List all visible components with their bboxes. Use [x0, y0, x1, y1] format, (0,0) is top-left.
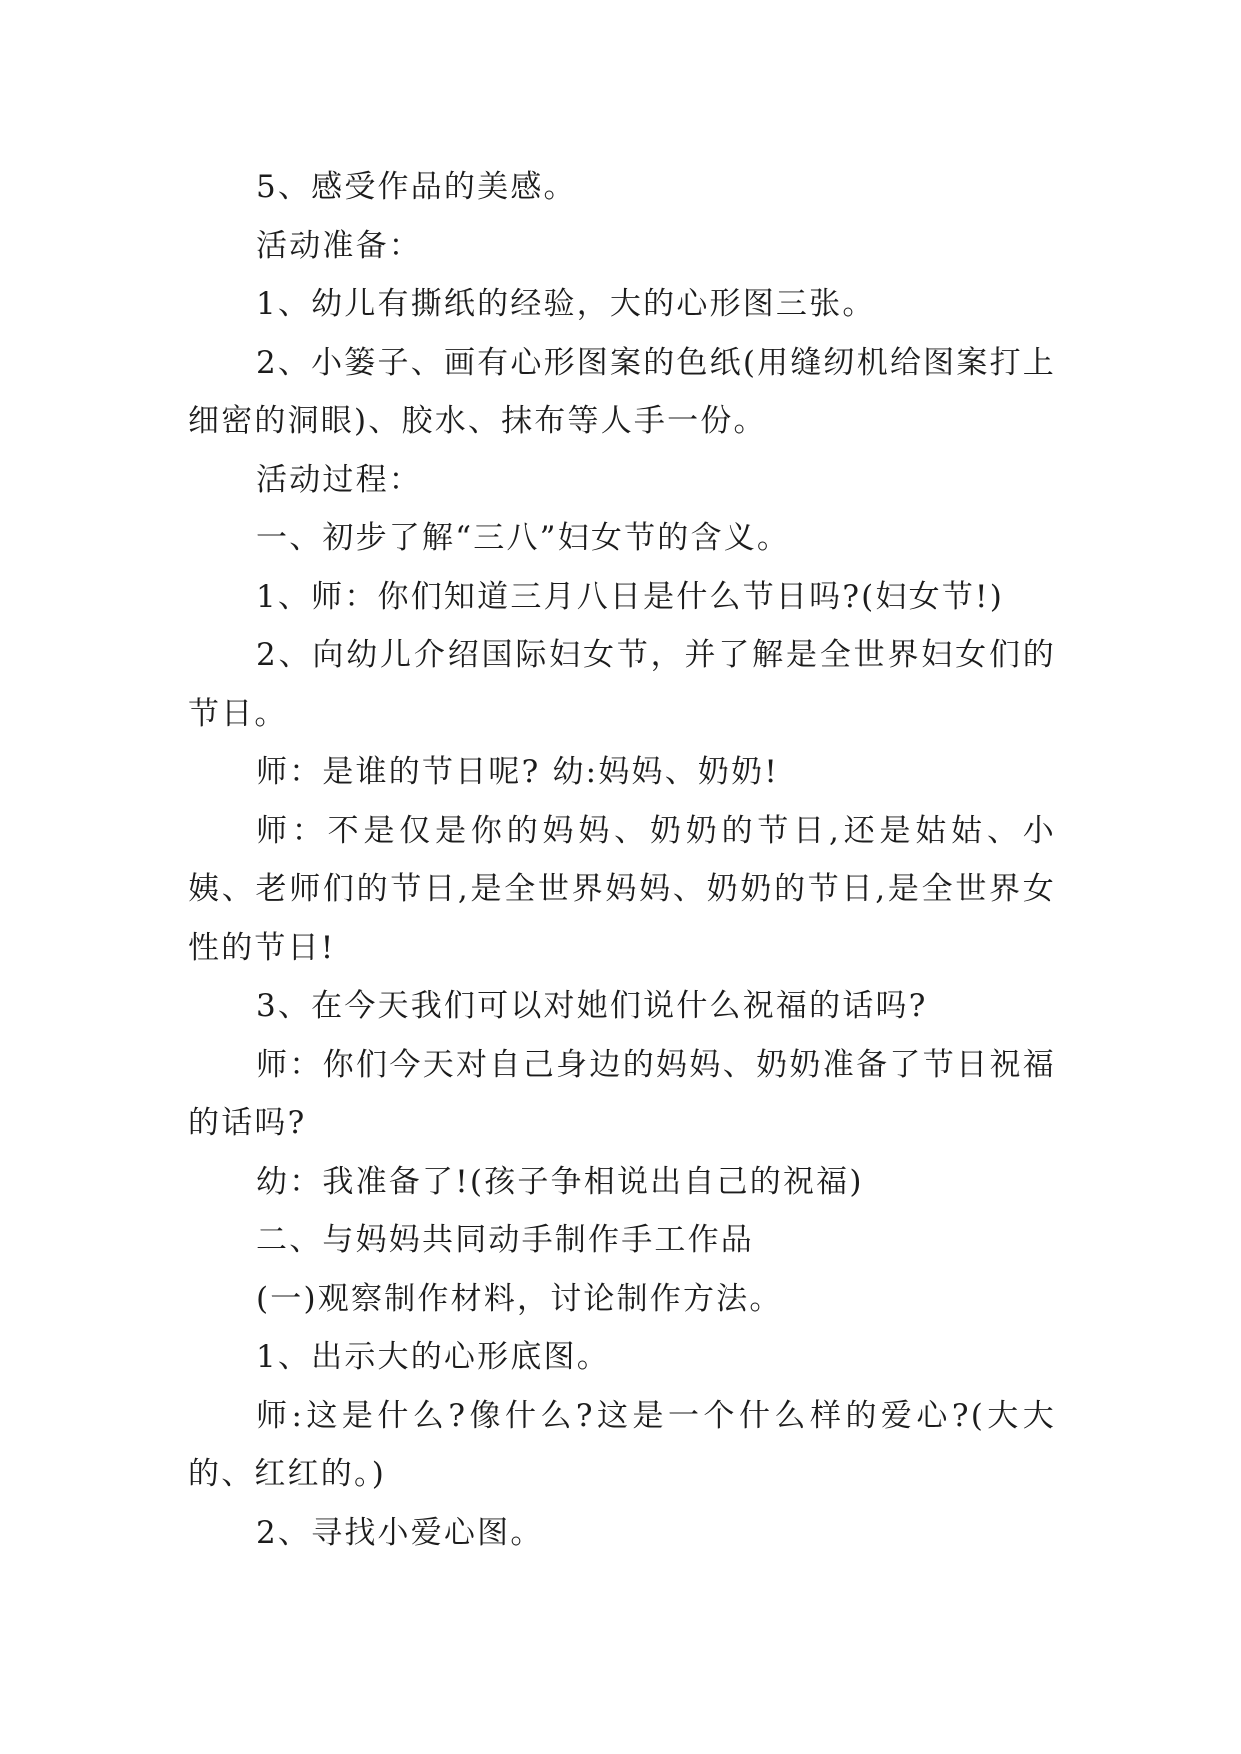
paragraph: 师：是谁的节日呢? 幼:妈妈、奶奶!: [256, 754, 779, 790]
document-body: [188, 158, 1056, 1562]
paragraph: 二、与妈妈共同动手制作手工作品: [256, 1222, 754, 1258]
paragraph: 2、寻找小爱心图。: [256, 1514, 544, 1551]
paragraph: 5、感受作品的美感。: [256, 169, 577, 205]
paragraph: 师：不是仅是你的妈妈、奶奶的节日,还是姑姑、小姨、老师们的节日,是全世界妈妈、奶奶的节日,是全世界女性的节日!: [188, 812, 1056, 966]
paragraph: (一)观察制作材料，讨论制作方法。: [256, 1280, 783, 1317]
paragraph: 3、在今天我们可以对她们说什么祝福的话吗?: [256, 988, 928, 1024]
paragraph: 2、小篓子、画有心形图案的色纸(用缝纫机给图案打上细密的洞眼)、胶水、抹布等人手一份。: [188, 344, 1056, 439]
paragraph: 1、出示大的心形底图。: [256, 1339, 610, 1375]
section-heading: 活动过程：: [256, 461, 422, 498]
paragraph: 1、师：你们知道三月八日是什么节日吗?(妇女节!): [256, 578, 1004, 615]
paragraph: 一、初步了解“三八”妇女节的含义。: [256, 520, 791, 556]
paragraph: 1、幼儿有撕纸的经验，大的心形图三张。: [256, 286, 876, 322]
paragraph: 师：你们今天对自己身边的妈妈、奶奶准备了节日祝福的话吗?: [188, 1046, 1056, 1141]
paragraph: 2、向幼儿介绍国际妇女节，并了解是全世界妇女们的节日。: [188, 637, 1056, 732]
section-heading: 活动准备：: [256, 227, 422, 264]
paragraph: 幼：我准备了!(孩子争相说出自己的祝福): [256, 1163, 864, 1200]
paragraph: 师:这是什么?像什么?这是一个什么样的爱心?(大大的、红红的。): [188, 1397, 1056, 1492]
